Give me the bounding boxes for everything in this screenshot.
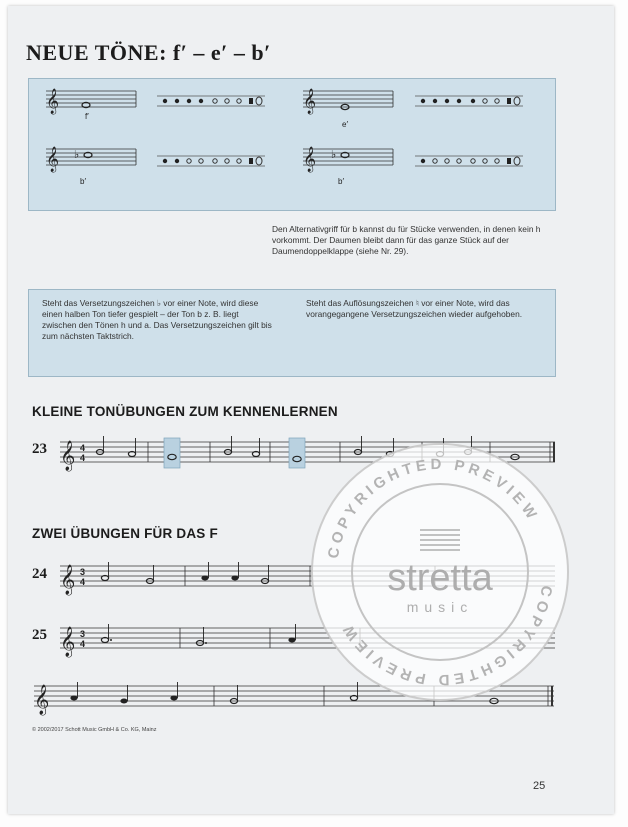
- svg-text:𝄞: 𝄞: [34, 685, 50, 715]
- alt-grip-text: Den Alternativgriff für b kannst du für Stücke verwenden, in denen kein h vorkommt. Der Daumen bleibt dann für das ganze Stück auf der Daumendoppelklappe (siehe Nr. 29).: [272, 224, 541, 256]
- staff-e: [303, 86, 403, 116]
- copyright-preview-stamp: [310, 442, 570, 702]
- note-label-b2: b′: [338, 177, 344, 186]
- staff-f: [46, 86, 146, 116]
- svg-text:𝄞: 𝄞: [303, 89, 317, 114]
- note-label-f: f′: [85, 112, 89, 121]
- svg-text:♭: ♭: [331, 149, 337, 161]
- info-natural: Steht das Auflösungszeichen ♮ vor einer Note, wird das vorangegangene Versetzungszeichen wieder aufgehoben.: [306, 298, 523, 319]
- svg-text:3: 3: [80, 629, 86, 639]
- section1-heading: KLEINE TONÜBUNGEN ZUM KENNENLERNEN: [32, 404, 338, 419]
- fingering-diagram-b1: [155, 148, 275, 172]
- svg-text:3: 3: [80, 567, 86, 577]
- stamp-sub: music: [406, 599, 474, 615]
- note-label-b1: b′: [80, 177, 86, 186]
- staff-b2: [303, 144, 403, 174]
- stamp-brand: stretta: [387, 557, 493, 599]
- info-flat: Steht das Versetzungszeichen ♭ vor einer Note, wird diese einen halben Ton tiefer gespielt – der Ton b z. B. liegt zwischen den Tönen h und a. Das Versetzungszeichen gilt bis zum nächsten Taktstrich.: [42, 298, 272, 341]
- staff-b1: [46, 144, 146, 174]
- svg-text:4: 4: [80, 577, 86, 587]
- fingering-diagram-f: [155, 88, 275, 112]
- page-number: 25: [533, 780, 546, 792]
- fingering-diagram-b2: [413, 148, 533, 172]
- section2-heading: ZWEI ÜBUNGEN FÜR DAS F: [32, 526, 218, 541]
- svg-text:4: 4: [80, 453, 86, 463]
- svg-text:4: 4: [80, 443, 86, 453]
- svg-text:𝄞: 𝄞: [303, 147, 317, 172]
- page-title: NEUE TÖNE: f′ – e′ – b′: [26, 40, 271, 65]
- svg-text:4: 4: [80, 639, 86, 649]
- svg-text:♭: ♭: [74, 149, 80, 161]
- svg-text:𝄞: 𝄞: [46, 147, 60, 172]
- stamp-ring-text-top: COPYRIGHTED PREVIEW: [324, 455, 542, 560]
- svg-text:𝄞: 𝄞: [60, 441, 76, 471]
- exercise-number-25: 25: [32, 627, 47, 643]
- exercise-number-23: 23: [32, 441, 47, 457]
- svg-text:𝄞: 𝄞: [60, 565, 76, 595]
- svg-text:𝄞: 𝄞: [46, 89, 60, 114]
- svg-text:𝄞: 𝄞: [60, 627, 76, 657]
- note-label-e: e′: [342, 120, 348, 129]
- exercise-number-24: 24: [32, 566, 47, 582]
- stamp-ring-text-bottom: COPYRIGHTED PREVIEW: [338, 584, 556, 689]
- copyright-line: © 2002/2017 Schott Music GmbH & Co. KG, Mainz: [32, 727, 157, 733]
- fingering-diagram-e: [413, 88, 533, 112]
